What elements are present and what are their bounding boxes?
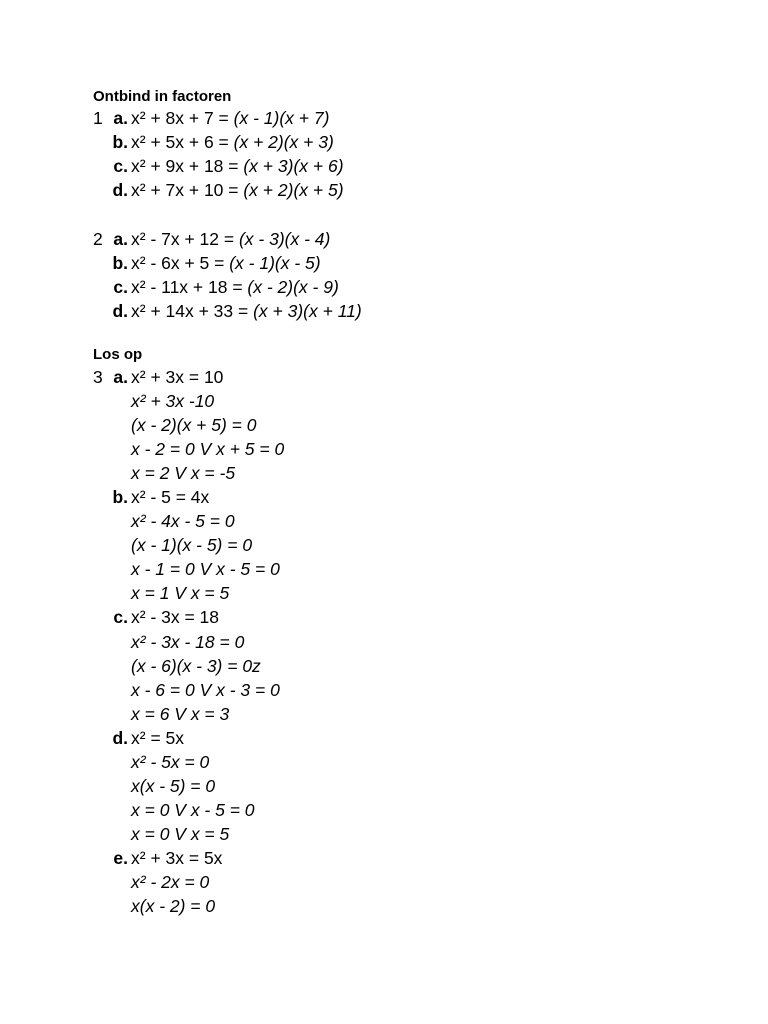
question-text: x² + 3x = 10 [131, 367, 224, 387]
question-text: x² = 5x [131, 728, 185, 748]
part-letter: c. [113, 156, 128, 176]
part-letter: d. [112, 301, 128, 321]
answer-text: (x - 1)(x - 5) [229, 253, 321, 273]
solution-step: x = 2 V x = -5 [131, 463, 236, 483]
solution-step: x - 1 = 0 V x - 5 = 0 [131, 559, 280, 579]
question-text: x² - 6x + 5 = [131, 253, 230, 273]
solution-step: x = 0 V x - 5 = 0 [131, 800, 255, 820]
q2-c-line [0, 275, 700, 299]
question-number: 2 [93, 229, 103, 249]
question-text: x² - 11x + 18 = [131, 277, 248, 297]
question-text: x² + 5x + 6 = [131, 132, 234, 152]
q3-b-line [0, 485, 700, 509]
solution-step: (x - 2)(x + 5) = 0 [131, 415, 257, 435]
q2-b-line [0, 251, 700, 275]
part-letter: a. [113, 367, 128, 387]
question-text: x² + 8x + 7 = [131, 108, 234, 128]
solution-step: x² + 3x -10 [131, 391, 215, 411]
question-text: x² + 9x + 18 = [131, 156, 244, 176]
solution-step: x² - 3x - 18 = 0 [131, 632, 245, 652]
answer-text: (x - 3)(x - 4) [238, 229, 331, 249]
part-letter: b. [112, 487, 128, 507]
answer-text: (x - 1)(x + 7) [233, 108, 330, 128]
part-letter: a. [113, 108, 128, 128]
solution-step: x² - 2x = 0 [131, 872, 210, 892]
solution-step: x(x - 5) = 0 [131, 776, 216, 796]
answer-text: (x + 3)(x + 6) [243, 156, 344, 176]
q1-d-line [0, 178, 700, 202]
q3-a-line [0, 365, 700, 389]
q3-e-line [0, 846, 700, 870]
solution-step: x² - 4x - 5 = 0 [131, 511, 235, 531]
part-letter: e. [113, 848, 128, 868]
question-text: x² + 3x = 5x [131, 848, 223, 868]
section-heading-factor: Ontbind in factoren [93, 88, 232, 105]
solution-step: x(x - 2) = 0 [131, 896, 216, 916]
solution-step: (x - 6)(x - 3) = 0z [131, 656, 261, 676]
solution-step: x = 6 V x = 3 [131, 704, 230, 724]
q1-a-line [0, 106, 700, 130]
part-letter: d. [112, 180, 128, 200]
q1-b-line [0, 130, 700, 154]
q1-c-line [0, 154, 700, 178]
part-letter: c. [113, 607, 128, 627]
question-text: x² + 7x + 10 = [131, 180, 244, 200]
part-letter: b. [112, 253, 128, 273]
answer-text: (x - 2)(x - 9) [247, 277, 339, 297]
solution-step: x - 2 = 0 V x + 5 = 0 [131, 439, 285, 459]
solution-step: x² - 5x = 0 [131, 752, 210, 772]
answer-text: (x + 2)(x + 3) [233, 132, 334, 152]
question-number: 1 [93, 108, 103, 128]
answer-text: (x + 2)(x + 5) [243, 180, 344, 200]
q3-c-line [0, 605, 700, 629]
solution-step: x = 1 V x = 5 [131, 583, 230, 603]
part-letter: d. [112, 728, 128, 748]
answer-text: (x + 3)(x + 11) [253, 301, 362, 321]
solution-step: x = 0 V x = 5 [131, 824, 230, 844]
question-text: x² - 7x + 12 = [131, 229, 239, 249]
part-letter: b. [112, 132, 128, 152]
question-text: x² - 5 = 4x [131, 487, 210, 507]
part-letter: a. [113, 229, 128, 249]
q3-d-line [0, 726, 700, 750]
question-text: x² - 3x = 18 [131, 607, 220, 627]
solution-step: x - 6 = 0 V x - 3 = 0 [131, 680, 280, 700]
solution-step: (x - 1)(x - 5) = 0 [131, 535, 253, 555]
part-letter: c. [113, 277, 128, 297]
section-heading-solve: Los op [93, 346, 143, 363]
question-text: x² + 14x + 33 = [131, 301, 254, 321]
q2-d-line [0, 299, 700, 323]
q2-a-line [0, 227, 700, 251]
question-number: 3 [93, 367, 103, 387]
